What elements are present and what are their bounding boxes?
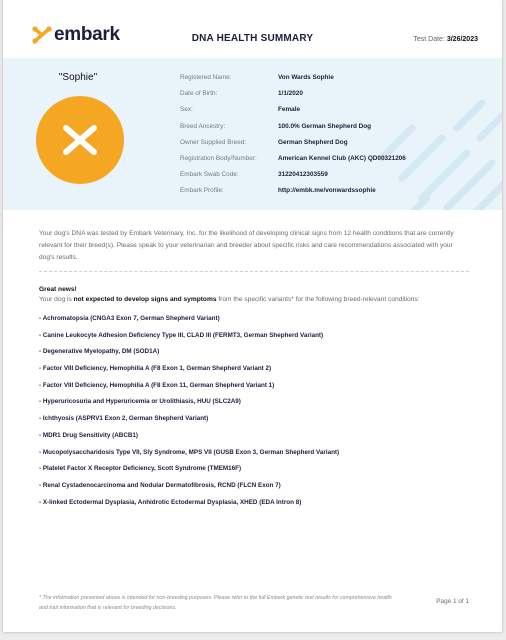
test-date-label: Test Date:	[413, 36, 445, 43]
profile-field-row	[180, 119, 406, 135]
condition-item: - Platelet Factor X Receptor Deficiency, Scott Syndrome (TMEM16F)	[39, 465, 242, 473]
profile-fields	[180, 70, 406, 200]
news-desc-suffix: from the specific variants* for the following breed-relevant conditions:	[216, 296, 420, 303]
condition-item: - Mucopolysaccharidosis Type VII, Sly Syndrome, MPS VII (GUSB Exon 3, German Shepherd Variant)	[39, 448, 340, 456]
profile-field-row	[180, 70, 406, 86]
news-title: Great news!	[39, 286, 77, 293]
embark-avatar-icon	[60, 120, 100, 160]
profile-field-row	[180, 167, 406, 183]
condition-item: - Canine Leukocyte Adhesion Deficiency Type III, CLAD III (FERMT3, German Shepherd Variant)	[39, 331, 324, 339]
profile-field-label: Registered Name:	[180, 74, 232, 81]
condition-item: - Factor VIII Deficiency, Hemophilia A (F8 Exon 11, German Shepherd Variant 1)	[39, 381, 275, 389]
condition-list	[39, 313, 339, 513]
condition-item: - Achromatopsia (CNGA3 Exon 7, German Shepherd Variant)	[39, 315, 220, 322]
profile-field-label: Sex:	[180, 106, 193, 114]
profile-field-row	[180, 102, 406, 118]
profile-field-label: Breed Ancestry:	[180, 122, 226, 130]
profile-field-value: Von Wards Sophie	[278, 74, 334, 81]
news-desc-prefix: Your dog is	[39, 296, 74, 303]
profile-field-row	[180, 86, 406, 102]
profile-field-value: 31220412303559	[278, 171, 328, 179]
condition-item: - Ichthyosis (ASPRV1 Exon 2, German Shepherd Variant)	[39, 415, 209, 423]
dog-avatar	[36, 96, 124, 184]
profile-field-row	[180, 183, 406, 199]
logo-text: embark	[54, 24, 120, 45]
document-title: DNA HEALTH SUMMARY	[191, 33, 314, 44]
profile-field-label: Embark Profile:	[180, 187, 224, 195]
profile-field-label: Date of Birth:	[180, 90, 218, 98]
condition-item: - Renal Cystadenocarcinoma and Nodular Dermatofibrosis, RCND (FLCN Exon 7)	[39, 481, 281, 489]
footnote: * The information presented above is intended for non-breeding purposes. Please refer to the full Embark genetic test results for comprehensive health and trait information that is relevant for breeding decisions.	[39, 595, 392, 611]
condition-item: - X-linked Ectodermal Dysplasia, Anhidrotic Ectodermal Dysplasia, XHED (EDA Intron 8)	[39, 498, 302, 506]
page-number: Page 1 of 1	[436, 598, 469, 605]
section-divider	[39, 271, 469, 272]
profile-field-value: American Kennel Club (AKC) QD00321206	[278, 154, 406, 162]
news-desc-bold: not expected to develop signs and symptoms	[73, 296, 217, 303]
profile-field-label: Registration Body/Number:	[180, 154, 257, 162]
dog-name: "Sophie"	[58, 72, 98, 83]
intro-text: Your dog's DNA was tested by Embark Veterinary, Inc. for the likelihood of developing clinical signs from 12 health conditions that are currently relevant for their breed(s). Please speak to your veterinarian and breeder about specific risks and care recommendations associated with your dog's results.	[39, 230, 454, 261]
profile-field-label: Owner Supplied Breed:	[180, 138, 247, 146]
profile-field-value: German Shepherd Dog	[278, 138, 348, 146]
profile-field-value[interactable]: http://embk.me/vonwardssophie	[278, 187, 376, 195]
report-header	[3, 0, 502, 58]
profile-field-label: Embark Swab Code:	[180, 171, 239, 179]
condition-item: - Degenerative Myelopathy, DM (SOD1A)	[39, 348, 160, 356]
news-description	[39, 296, 420, 303]
profile-field-row	[180, 135, 406, 151]
test-date	[413, 36, 478, 43]
report-page	[3, 0, 502, 632]
profile-panel	[3, 58, 502, 210]
profile-field-value: 1/1/2020	[278, 90, 303, 98]
condition-item: - Hyperuricosuria and Hyperuricemia or Urolithiasis, HUU (SLC2A9)	[39, 398, 241, 406]
profile-field-value: 100.0% German Shepherd Dog	[278, 122, 372, 130]
condition-item: - Factor VIII Deficiency, Hemophilia A (F8 Exon 1, German Shepherd Variant 2)	[39, 365, 272, 373]
profile-field-row	[180, 151, 406, 167]
condition-item: - MDR1 Drug Sensitivity (ABCB1)	[39, 431, 139, 439]
profile-field-value: Female	[278, 106, 301, 114]
test-date-value: 3/26/2023	[446, 36, 478, 43]
